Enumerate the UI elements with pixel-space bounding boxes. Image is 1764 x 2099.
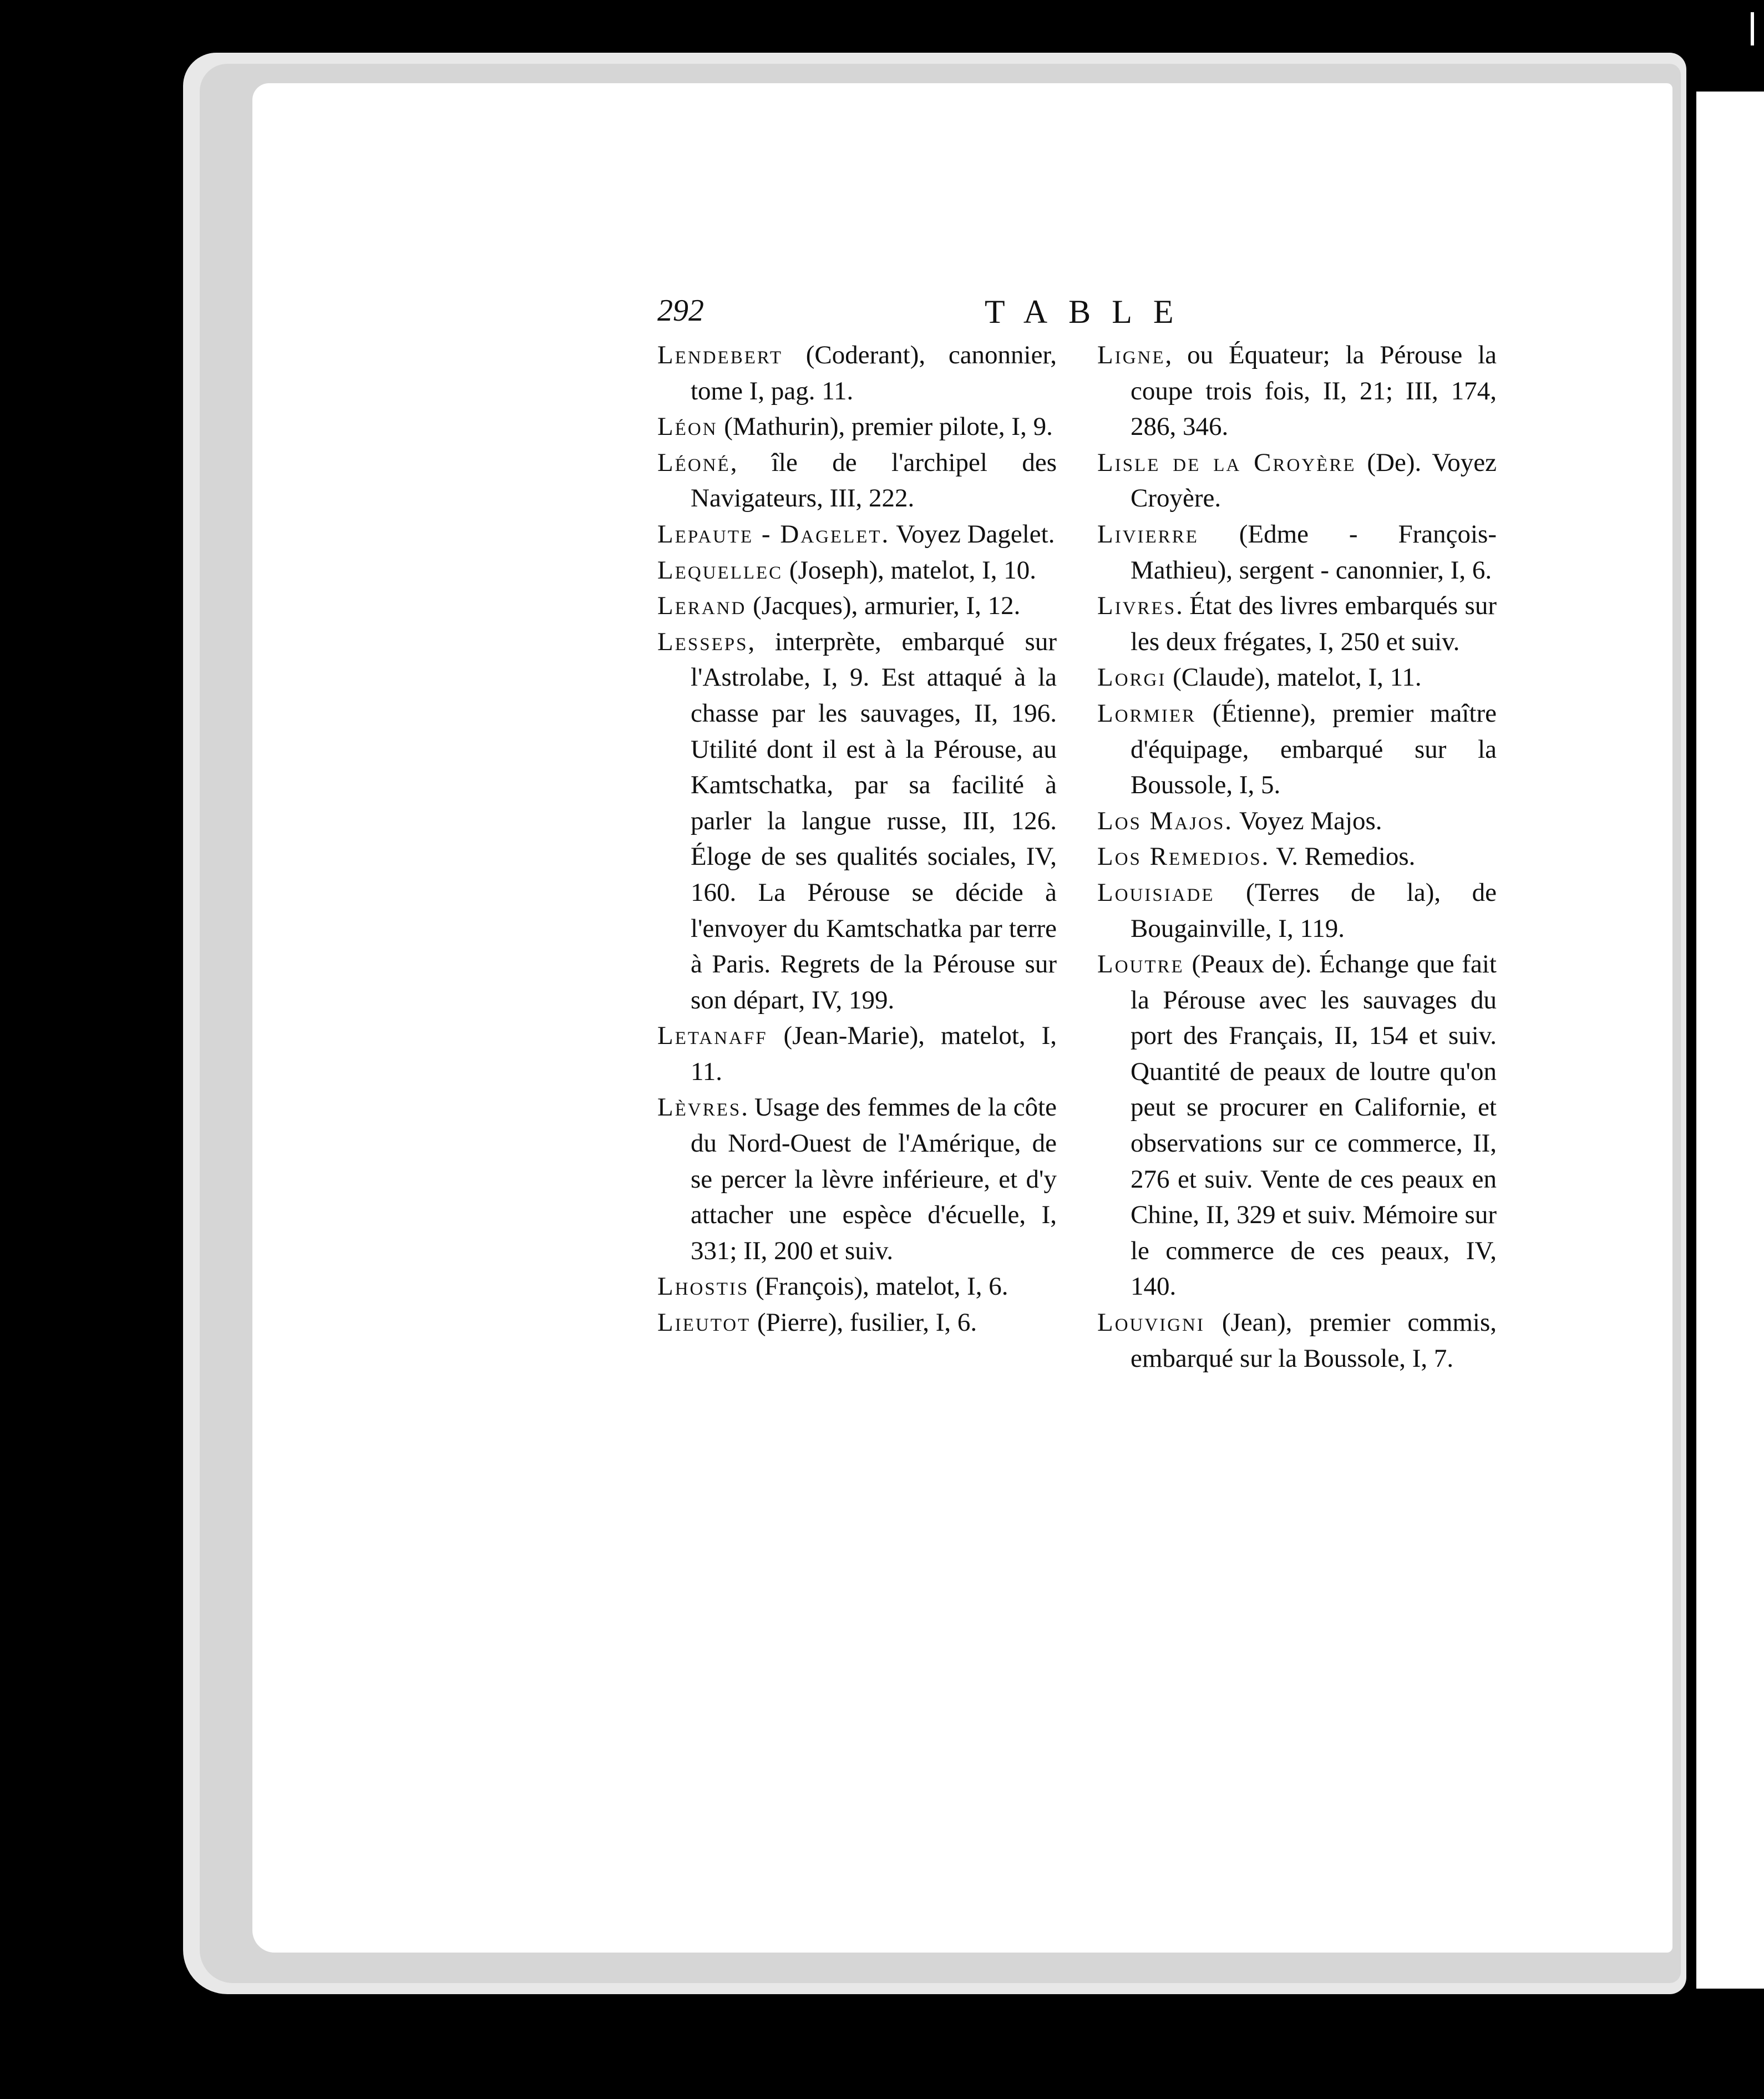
entry-text: (Pierre), fusilier, I, 6.	[751, 1308, 977, 1337]
entry-text: (Étienne), premier maître d'équipage, embarqué sur la Boussole, I, 5.	[1131, 698, 1497, 800]
entry-head: Loutre	[1097, 950, 1184, 979]
entry-head: Lendebert	[657, 341, 783, 369]
entry-text: , île de l'archipel des Navigateurs, III, 222.	[691, 448, 1057, 513]
entry-text: (Claude), matelot, I, 11.	[1166, 663, 1422, 692]
index-entry	[657, 1269, 1057, 1305]
index-entry	[657, 1089, 1057, 1269]
index-entry	[1097, 660, 1497, 696]
page-number: 292	[657, 293, 704, 328]
entry-head: Lorgi	[1097, 663, 1167, 692]
index-entry	[657, 445, 1057, 516]
index-entry	[657, 588, 1057, 624]
index-entry	[657, 624, 1057, 1018]
index-entry	[657, 409, 1057, 445]
entry-text: (Jean), premier commis, embarqué sur la Boussole, I, 7.	[1131, 1308, 1497, 1373]
entry-head: Louisiade	[1097, 878, 1215, 907]
index-entry	[1097, 588, 1497, 660]
entry-text: (François), matelot, I, 6.	[749, 1272, 1008, 1301]
index-entry	[1097, 875, 1497, 946]
entry-text: . Usage des femmes de la côte du Nord-Ouest de l'Amérique, de se percer la lèvre inférieure, et d'y attacher une espèce d'écuelle, I, 331; II, 200 et suiv.	[691, 1093, 1057, 1265]
entry-text: (Coderant), canonnier, tome I, pag. 11.	[691, 341, 1057, 405]
entry-text: (Joseph), matelot, I, 10.	[783, 555, 1037, 585]
index-entry	[1097, 337, 1497, 445]
index-entry	[1097, 516, 1497, 588]
running-title: TABLE	[985, 293, 1195, 330]
entry-head: Los Remedios.	[1097, 842, 1270, 871]
entry-head: Los Majos.	[1097, 806, 1234, 835]
index-entry	[1097, 946, 1497, 1305]
index-entry	[657, 1305, 1057, 1341]
index-entry	[1097, 696, 1497, 803]
entry-text: (De). Voyez Croyère.	[1131, 448, 1497, 513]
index-entry	[1097, 839, 1497, 875]
entry-text: (Jacques), armurier, I, 12.	[746, 591, 1021, 621]
entry-head: Lerand	[657, 591, 747, 621]
right-column	[1097, 337, 1497, 1376]
index-entry	[1097, 1305, 1497, 1376]
page-header	[657, 293, 1501, 332]
corner-mark	[1751, 12, 1754, 45]
entry-head: Lepaute - Dagelet.	[657, 519, 890, 549]
entry-text: (Jean-Marie), matelot, I, 11.	[691, 1021, 1057, 1086]
entry-head: Lèvres	[657, 1093, 742, 1122]
entry-head: Lesseps	[657, 627, 748, 656]
index-entry	[1097, 803, 1497, 839]
entry-text: . État des livres embarqués sur les deux frégates, I, 250 et suiv.	[1131, 591, 1497, 656]
entry-text: (Terres de la), de Bougainville, I, 119.	[1131, 878, 1497, 943]
entry-head: Lhostis	[657, 1272, 749, 1301]
index-entry	[657, 516, 1057, 552]
entry-text: , interprète, embarqué sur l'Astrolabe, I, 9. Est attaqué à la chasse par les sauvages, II, 196. Utilité dont il est à la Pérouse, au Kamtschatka, par sa facilité à parler la langue russe, III, 126. Éloge de ses qualités sociales, IV, 160. La Pérouse se décide à l'envoyer du Kamtschatka par terre à Paris. Regrets de la Pérouse sur son départ, IV, 199.	[691, 627, 1057, 1015]
entry-head: Léon	[657, 412, 718, 442]
entry-text: (Edme - François-Mathieu), sergent - canonnier, I, 6.	[1131, 519, 1497, 585]
facing-page-edge	[1696, 92, 1764, 1989]
entry-text: Voyez Dagelet.	[890, 519, 1055, 549]
entry-text: (Peaux de). Échange que fait la Pérouse avec les sauvages du port des Français, II, 154 et suiv. Quantité de peaux de loutre qu'on peut se procurer en Californie, et observations sur ce commerce, II, 276 et suiv. Vente de ces peaux en Chine, II, 329 et suiv. Mémoire sur le commerce de ces peaux, IV, 140.	[1131, 950, 1497, 1301]
entry-head: Lisle de la Croyère	[1097, 448, 1356, 477]
entry-head: Letanaff	[657, 1021, 768, 1051]
entry-head: Ligne	[1097, 341, 1165, 369]
entry-head: Lieutot	[657, 1308, 751, 1337]
entry-text: V. Remedios.	[1270, 842, 1416, 871]
index-entry	[657, 337, 1057, 409]
entry-head: Livierre	[1097, 519, 1199, 549]
entry-text: , ou Équateur; la Pérouse la coupe trois fois, II, 21; III, 174, 286, 346.	[1131, 341, 1497, 442]
entry-head: Louvigni	[1097, 1308, 1205, 1337]
entry-head: Lequellec	[657, 555, 783, 585]
index-entry	[1097, 445, 1497, 516]
index-entry	[657, 1018, 1057, 1089]
entry-text: (Mathurin), premier pilote, I, 9.	[717, 412, 1053, 442]
entry-head: Lormier	[1097, 698, 1197, 728]
entry-head: Léoné	[657, 448, 731, 477]
left-column	[657, 337, 1057, 1341]
entry-head: Livres	[1097, 591, 1177, 621]
entry-text: Voyez Majos.	[1233, 806, 1382, 835]
index-entry	[657, 552, 1057, 589]
